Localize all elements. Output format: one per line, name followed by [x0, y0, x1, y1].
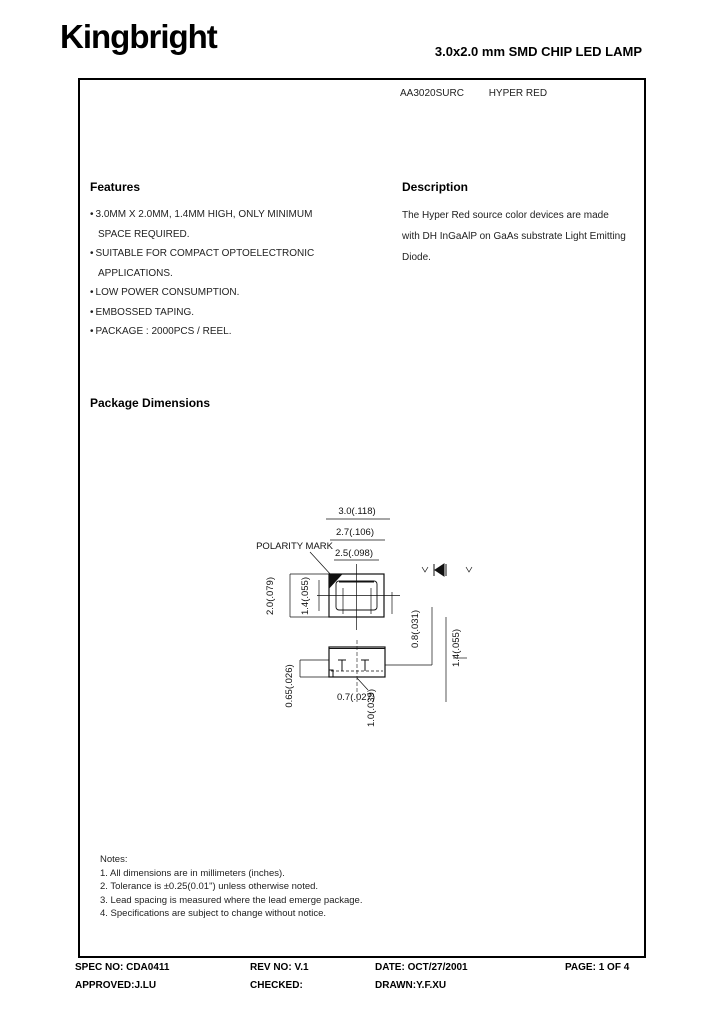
polarity-mark-label: POLARITY MARK — [256, 541, 333, 552]
description-section — [402, 180, 626, 268]
dim-window-width: 1.4(.055) — [300, 576, 311, 616]
description-heading: Description — [402, 180, 469, 194]
rev-no: REV NO: V.1 — [250, 962, 309, 973]
dim-body-length: 2.7(.106) — [335, 527, 375, 538]
footer — [75, 962, 655, 1002]
part-color-name: HYPER RED — [488, 88, 548, 99]
notes-heading: Notes: — [100, 854, 128, 865]
checked-by: CHECKED: — [250, 980, 303, 991]
feature-item-continuation: SPACE REQUIRED. — [98, 228, 190, 240]
diode-icon — [435, 564, 444, 576]
top-dimension-stack — [326, 506, 390, 560]
polarity-mark-callout — [256, 541, 334, 576]
dim-window-length: 2.5(.098) — [334, 548, 374, 559]
diode-polarity-symbol — [422, 564, 472, 576]
page-number: PAGE: 1 OF 4 — [565, 962, 630, 973]
tick-icon — [466, 567, 472, 572]
note-line: 3. Lead spacing is measured where the lead emerge package. — [100, 894, 363, 906]
content-border-box — [78, 78, 646, 958]
note-line: 4. Specifications are subject to change without notice. — [100, 908, 327, 919]
feature-item: • 3.0MM X 2.0MM, 1.4MM HIGH, ONLY MINIMUM — [90, 205, 314, 225]
part-number-line — [400, 88, 547, 99]
feature-item: • SUITABLE FOR COMPACT OPTOELECTRONIC — [90, 244, 314, 264]
description-line: Diode. — [402, 252, 431, 263]
feature-item: • LOW POWER CONSUMPTION. — [90, 283, 314, 303]
spec-no: SPEC NO: CDA0411 — [75, 962, 170, 973]
dim-overall-height: 1.4(.055) — [451, 628, 462, 668]
approved-by: APPROVED:J.LU — [75, 980, 157, 991]
kingbright-logo: Kingbright — [60, 18, 217, 55]
feature-item-continuation: APPLICATIONS. — [98, 267, 173, 279]
package-dimensions-heading: Package Dimensions — [90, 396, 211, 410]
description-line: with DH InGaAlP on GaAs substrate Light Emitting — [402, 231, 626, 242]
note-line: 2. Tolerance is ±0.25(0.01") unless otherwise noted. — [100, 881, 319, 892]
drawn-by: DRAWN:Y.F.XU — [375, 980, 447, 991]
dim-terminal-height: 0.65(.026) — [284, 664, 295, 708]
notes-section — [100, 853, 362, 921]
dim-standoff: 0.8(.031) — [410, 609, 421, 649]
document-title: 3.0x2.0 mm SMD CHIP LED LAMP — [434, 44, 642, 59]
dim-overall-width: 2.0(.079) — [265, 576, 276, 616]
dim-terminal-gap: 1.0(.039) — [366, 688, 377, 728]
package-dimensions-drawing — [222, 490, 492, 770]
description-line: The Hyper Red source color devices are made — [402, 210, 609, 221]
date: DATE: OCT/27/2001 — [375, 962, 468, 973]
part-number: AA3020SURC — [400, 88, 464, 99]
features-heading: Features — [90, 180, 141, 194]
dim-overall-length: 3.0(.118) — [338, 506, 376, 517]
features-section — [90, 180, 314, 342]
top-view — [317, 564, 400, 630]
side-view-dimensions — [284, 607, 467, 727]
tick-icon — [422, 567, 428, 572]
feature-item: • EMBOSSED TAPING. — [90, 303, 314, 323]
note-line: 1. All dimensions are in millimeters (inches). — [100, 867, 285, 879]
dim-terminal-length: 0.7(.027) — [336, 692, 376, 703]
feature-item: • PACKAGE : 2000PCS / REEL. — [90, 322, 314, 342]
